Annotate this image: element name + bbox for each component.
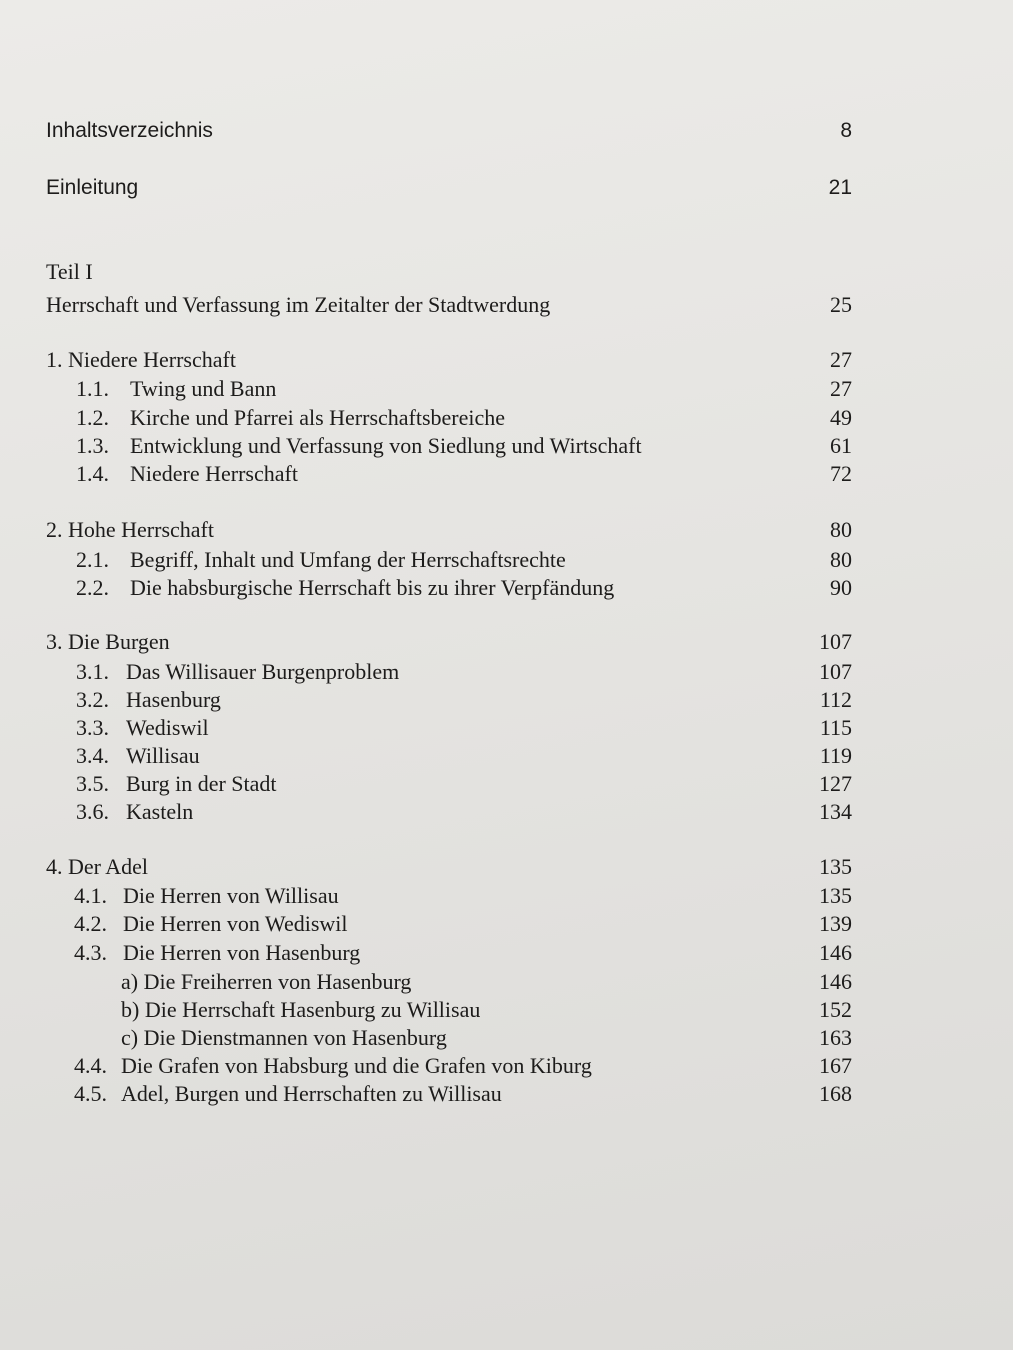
section-label: Kasteln <box>126 799 194 824</box>
section-number: 4.3. <box>74 940 107 965</box>
entry-label: Einleitung <box>46 176 139 199</box>
section-number: 3.3. <box>76 715 109 740</box>
subsection-label: a) Die Freiherren von Hasenburg <box>121 969 412 994</box>
chapter-label: 3. Die Burgen <box>46 629 170 654</box>
section-label: Hasenburg <box>126 687 221 712</box>
section-number: 3.4. <box>76 743 109 768</box>
entry-page: 134 <box>819 799 852 824</box>
entry-page: 27 <box>830 347 852 372</box>
entry-page: 127 <box>819 771 852 796</box>
chapter-label: 1. Niedere Herrschaft <box>46 347 236 372</box>
section-number: 1.2. <box>76 405 109 430</box>
section-label: Kirche und Pfarrei als Herrschaftsbereiche <box>130 405 506 430</box>
part-title: Herrschaft und Verfassung im Zeitalter der Stadtwerdung <box>46 292 551 317</box>
section-label: Niedere Herrschaft <box>130 461 298 486</box>
section-number: 3.6. <box>76 799 109 824</box>
entry-page: 61 <box>830 433 852 458</box>
entry-page: 115 <box>819 715 852 740</box>
section-number: 4.4. <box>74 1053 107 1078</box>
section-number: 2.1. <box>76 547 109 572</box>
section-label: Adel, Burgen und Herrschaften zu Willisau <box>121 1081 502 1106</box>
entry-page: 135 <box>819 854 852 879</box>
section-number: 3.1. <box>76 659 109 684</box>
section-label: Willisau <box>126 743 200 768</box>
entry-page: 27 <box>830 376 852 401</box>
section-label: Die Herren von Willisau <box>123 883 339 908</box>
section-number: 4.1. <box>74 883 107 908</box>
entry-page: 135 <box>819 883 852 908</box>
entry-page: 80 <box>830 517 852 542</box>
entry-page: 163 <box>819 1025 852 1050</box>
section-number: 3.5. <box>76 771 109 796</box>
entry-page: 49 <box>830 405 852 430</box>
entry-page: 152 <box>819 997 852 1022</box>
entry-page: 90 <box>830 575 852 600</box>
entry-page: 107 <box>819 629 852 654</box>
section-label: Entwicklung und Verfassung von Siedlung und Wirtschaft <box>130 433 642 458</box>
section-number: 2.2. <box>76 575 109 600</box>
entry-page: 119 <box>819 743 852 768</box>
section-number: 1.4. <box>76 461 109 486</box>
section-number: 4.5. <box>74 1081 107 1106</box>
subsection-label: b) Die Herrschaft Hasenburg zu Willisau <box>121 997 481 1022</box>
section-number: 3.2. <box>76 687 109 712</box>
part-label: Teil I <box>46 259 93 284</box>
section-label: Das Willisauer Burgenproblem <box>126 659 400 684</box>
entry-page: 146 <box>819 969 852 994</box>
entry-page: 107 <box>819 659 852 684</box>
entry-page: 139 <box>819 911 852 936</box>
entry-label: Inhaltsverzeichnis <box>46 119 213 142</box>
section-label: Burg in der Stadt <box>126 771 277 796</box>
section-number: 4.2. <box>74 911 107 936</box>
section-label: Die Grafen von Habsburg und die Grafen von Kiburg <box>121 1053 592 1078</box>
section-number: 1.1. <box>76 376 109 401</box>
entry-page: 72 <box>830 461 852 486</box>
section-label: Die Herren von Hasenburg <box>123 940 361 965</box>
entry-page: 8 <box>840 119 852 142</box>
section-label: Begriff, Inhalt und Umfang der Herrschaftsrechte <box>130 547 566 572</box>
chapter-label: 2. Hohe Herrschaft <box>46 517 214 542</box>
section-number: 1.3. <box>76 433 109 458</box>
section-label: Die habsburgische Herrschaft bis zu ihrer Verpfändung <box>130 575 615 600</box>
section-label: Die Herren von Wediswil <box>123 911 348 936</box>
section-label: Twing und Bann <box>130 376 277 401</box>
chapter-label: 4. Der Adel <box>46 854 149 879</box>
entry-page: 146 <box>819 940 852 965</box>
subsection-label: c) Die Dienstmannen von Hasenburg <box>121 1025 447 1050</box>
entry-page: 25 <box>830 292 852 317</box>
entry-page: 112 <box>819 687 852 712</box>
entry-page: 167 <box>819 1053 852 1078</box>
section-label: Wediswil <box>126 715 209 740</box>
entry-page: 21 <box>828 176 852 199</box>
entry-page: 80 <box>830 547 852 572</box>
entry-page: 168 <box>819 1081 852 1106</box>
